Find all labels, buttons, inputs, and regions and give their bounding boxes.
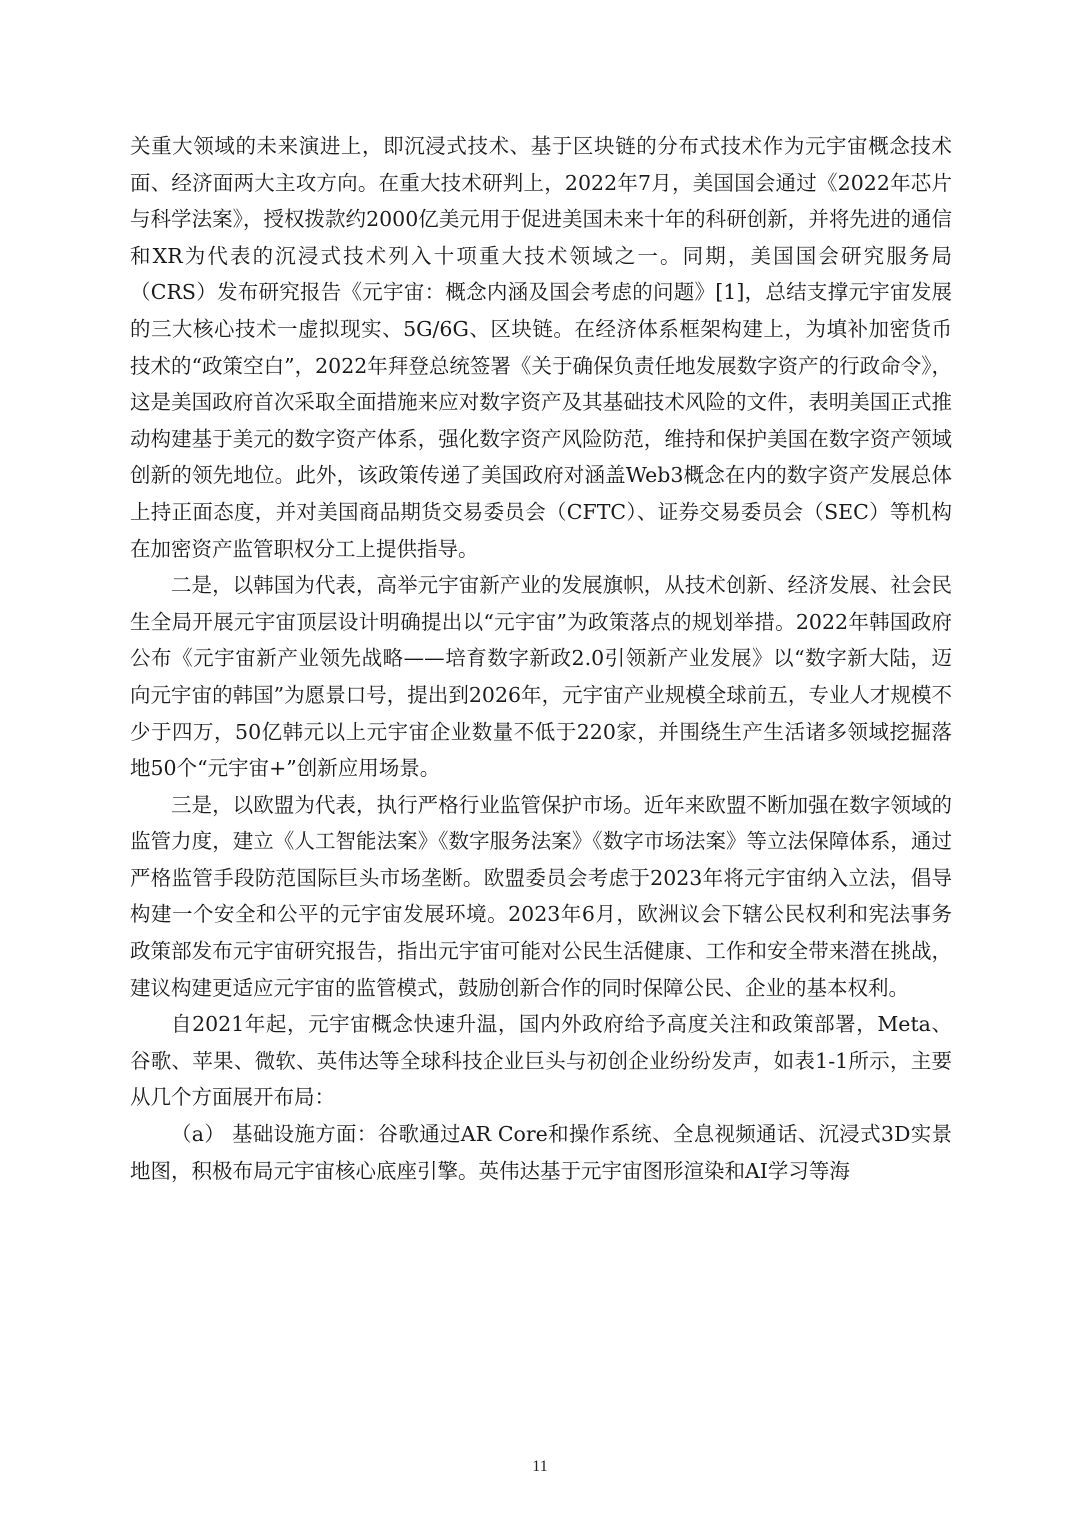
page-number: 11 (532, 1458, 548, 1475)
paragraph-us-policy: 关重大领域的未来演进上，即沉浸式技术、基于区块链的分布式技术作为元宇宙概念技术面、经济面两大主攻方向。在重大技术研判上，2022年7月，美国国会通过《2022年芯片与科学法案》，授权拨款约2000亿美元用于促进美国未来十年的科研创新，并将先进的通信和XR为代表的沉浸式技术列入十项重大技术领域之一。同期，美国国会研究服务局（CRS）发布研究报告《元宇宙：概念内涵及国会考虑的问题》[1]，总结支撑元宇宙发展的三大核心技术一虚拟现实、5G/6G、区块链。在经济体系框架构建上，为填补加密货币技术的“政策空白”，2022年拜登总统签署《关于确保负责任地发展数字资产的行政命令》，这是美国政府首次采取全面措施来应对数字资产及其基础技术风险的文件，表明美国正式推动构建基于美元的数字资产体系，强化数字资产风险防范，维持和保护美国在数字资产领域创新的领先地位。此外，该政策传递了美国政府对涵盖Web3概念在内的数字资产发展总体上持正面态度，并对美国商品期货交易委员会（CFTC）、证券交易委员会（SEC）等机构在加密资产监管职权分工上提供指导。 (130, 134, 952, 561)
paragraph-korea-policy: 二是，以韩国为代表，高举元宇宙新产业的发展旗帜，从技术创新、经济发展、社会民生全局开展元宇宙顶层设计明确提出以“元宇宙”为政策落点的规划举措。2022年韩国政府公布《元宇宙新产业领先战略——培育数字新政2.0引领新产业发展》以“数字新大陆，迈向元宇宙的韩国”为愿景口号，提出到2026年，元宇宙产业规模全球前五，专业人才规模不少于四万，50亿韩元以上元宇宙企业数量不低于220家，并围绕生产生活诸多领域挖掘落地50个“元宇宙+”创新应用场景。 (130, 573, 952, 781)
paragraph-industry-overview: 自2021年起，元宇宙概念快速升温，国内外政府给予高度关注和政策部署，Meta、谷歌、苹果、微软、英伟达等全球科技企业巨头与初创企业纷纷发声，如表1-1所示，主要从几个方面展开布局： (130, 1012, 952, 1110)
paragraph-infrastructure: （a） 基础设施方面：谷歌通过AR Core和操作系统、全息视频通话、沉浸式3D实景地图，积极布局元宇宙核心底座引擎。英伟达基于元宇宙图形渲染和AI学习等海 (130, 1122, 952, 1183)
paragraph-eu-policy: 三是，以欧盟为代表，执行严格行业监管保护市场。近年来欧盟不断加强在数字领域的监管力度，建立《人工智能法案》《数字服务法案》《数字市场法案》等立法保障体系，通过严格监管手段防范国际巨头市场垄断。欧盟委员会考虑于2023年将元宇宙纳入立法，倡导构建一个安全和公平的元宇宙发展环境。2023年6月，欧洲议会下辖公民权利和宪法事务政策部发布元宇宙研究报告，指出元宇宙可能对公民生活健康、工作和安全带来潜在挑战，建议构建更适应元宇宙的监管模式，鼓励创新合作的同时保障公民、企业的基本权利。 (130, 792, 952, 1000)
body-text (130, 128, 952, 1189)
